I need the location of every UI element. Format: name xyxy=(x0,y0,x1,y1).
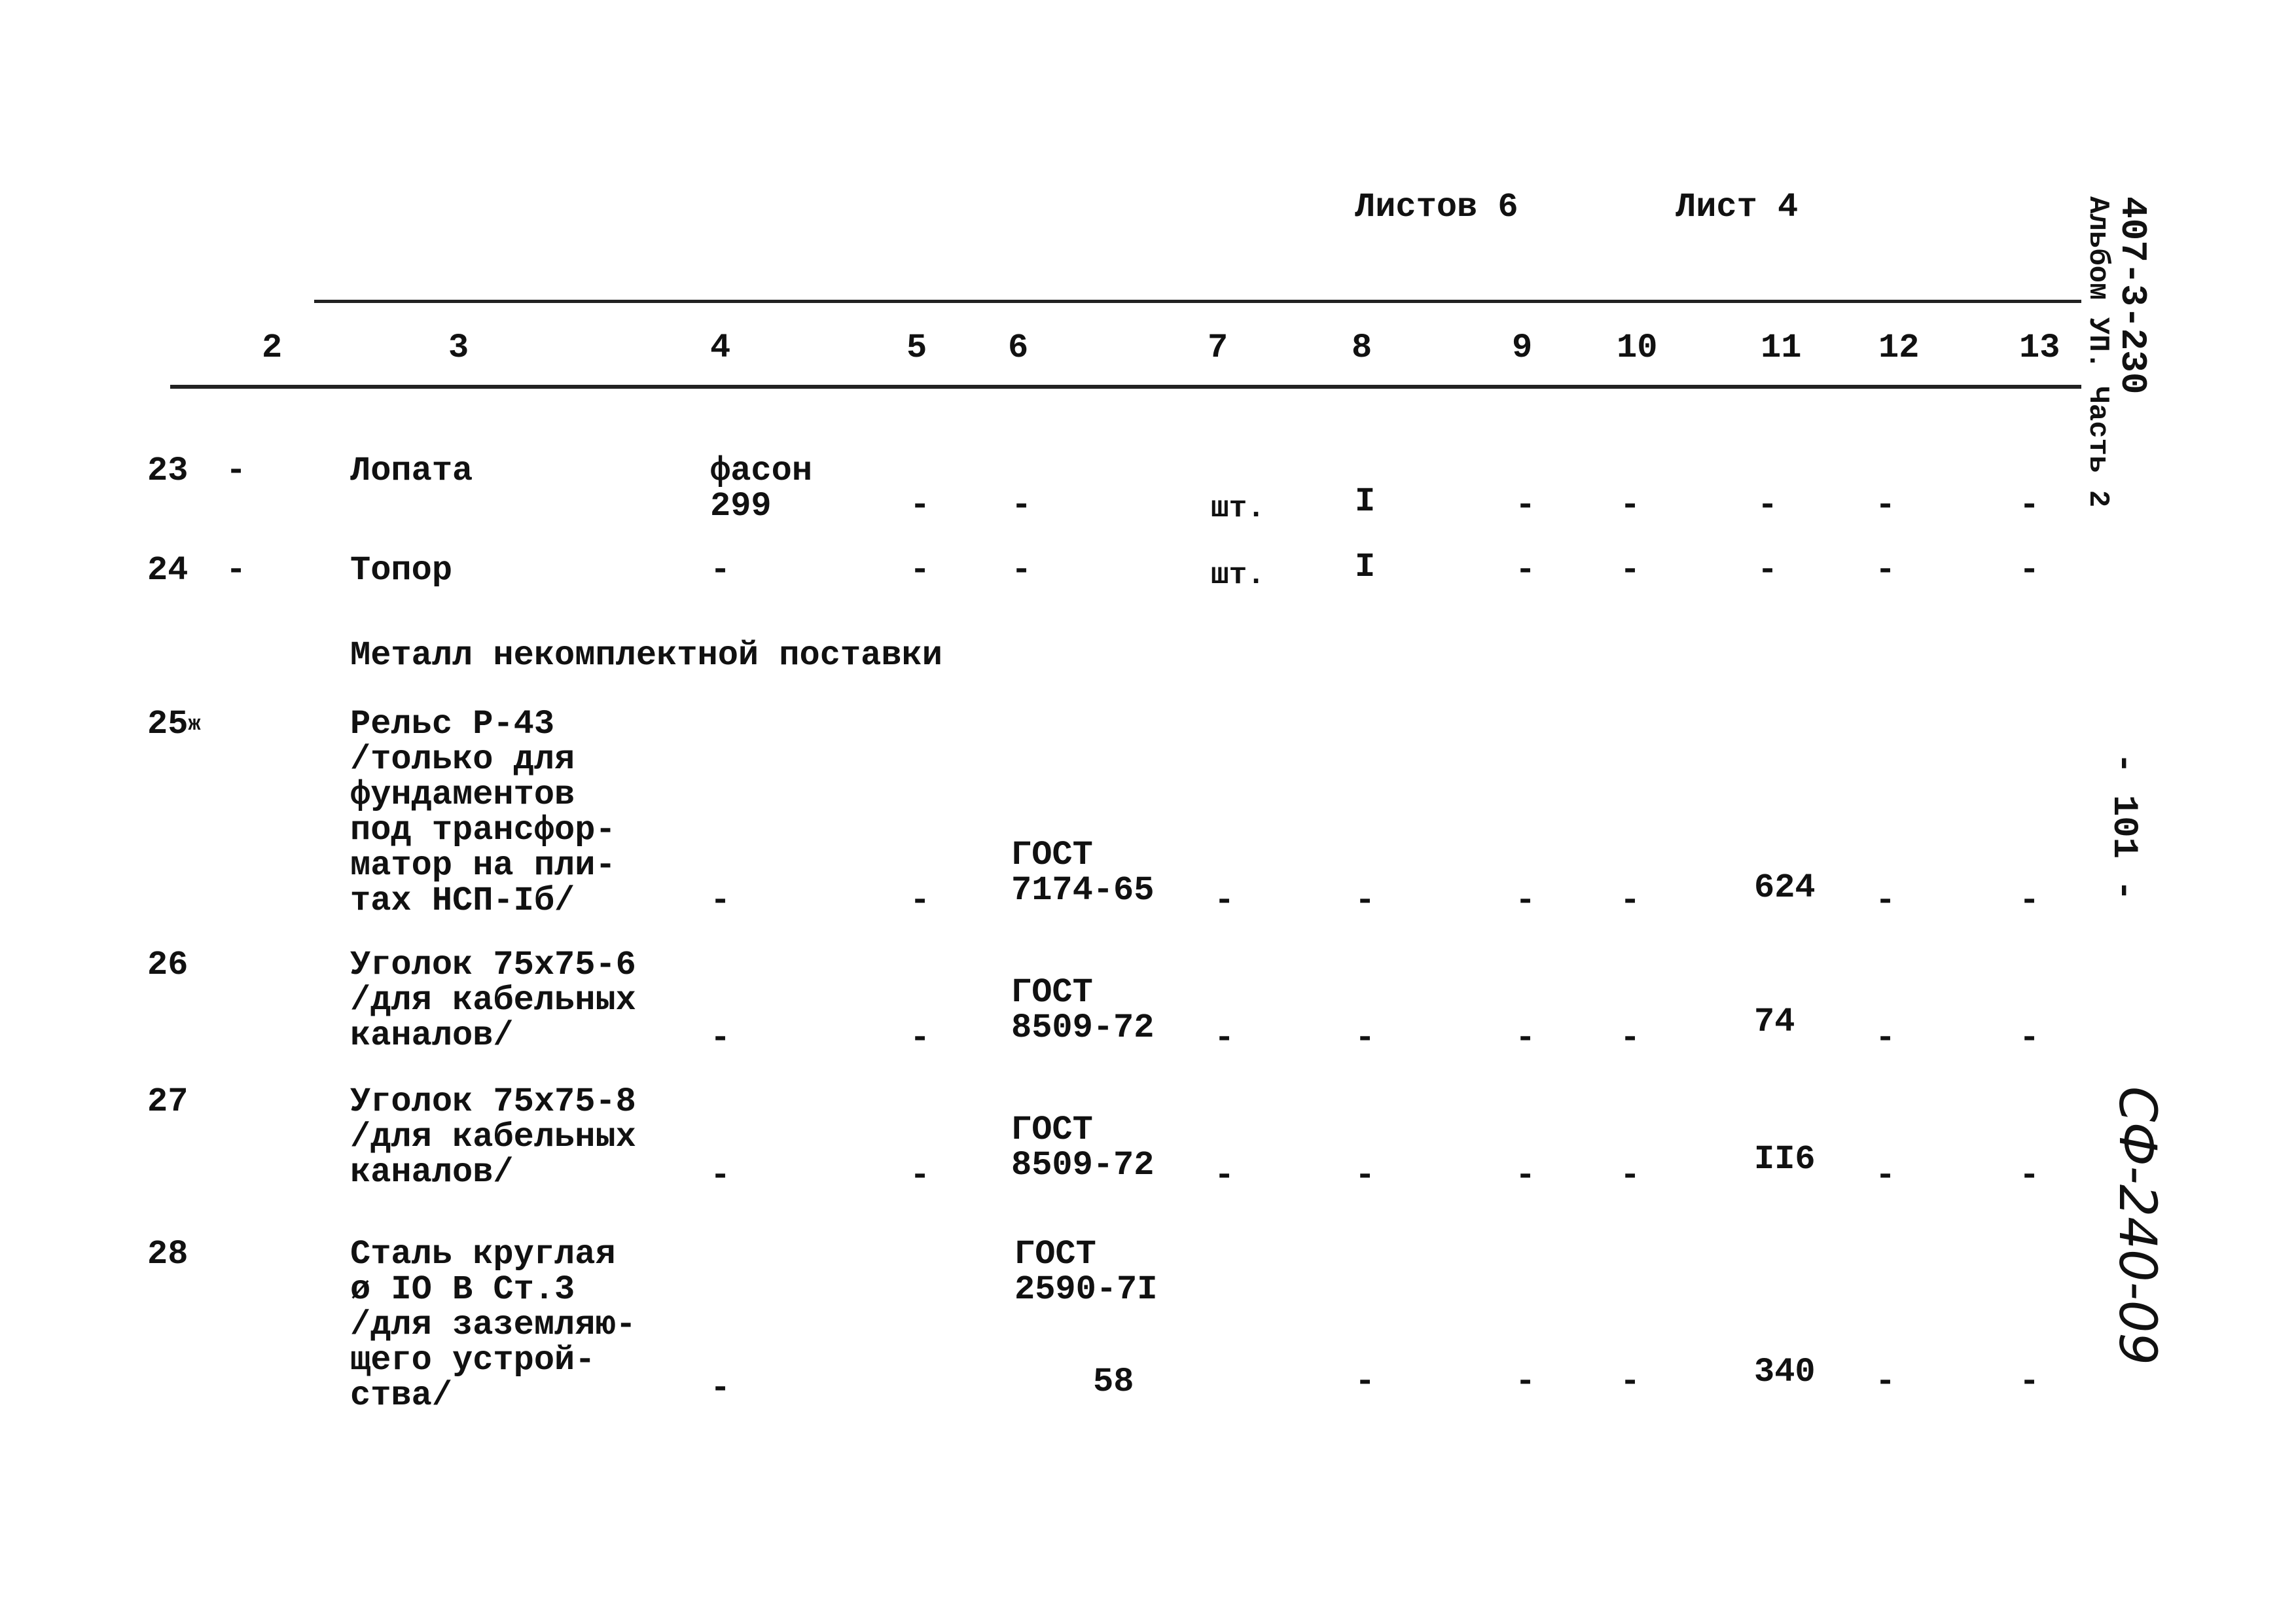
column-header: 2 xyxy=(262,329,283,367)
cell-col13: - xyxy=(2019,551,2040,590)
cell-col10: - xyxy=(1620,1156,1641,1195)
cell-col10: - xyxy=(1620,882,1641,920)
cell-col10: - xyxy=(1620,1019,1641,1058)
album-part: Альбом УП. Часть 2 xyxy=(2081,196,2114,508)
item-name: Лопата xyxy=(350,452,473,490)
cell-mass: 340 xyxy=(1754,1353,1816,1391)
cell-col6: - xyxy=(1011,551,1032,590)
cell-col2: - xyxy=(226,551,247,590)
cell-col7: - xyxy=(1214,1156,1235,1195)
cell-col5: - xyxy=(910,882,931,920)
cell-col2: - xyxy=(226,452,247,490)
cell-col9: - xyxy=(1515,1156,1536,1195)
cell-col5: - xyxy=(910,486,931,525)
header-bottom-rule xyxy=(170,385,2081,389)
cell-col4: - xyxy=(710,882,731,920)
section-title: Металл некомплектной поставки xyxy=(350,636,942,675)
item-name: Топор xyxy=(350,551,453,590)
item-name: Рельс Р-43 /только для фундаментов под трансфор- матор на пли- тах НСП-Iб/ xyxy=(350,705,616,920)
item-name: Сталь круглая ø IO В Ст.3 /для заземляю- щего устрой- ства/ xyxy=(350,1235,636,1415)
cell-col13: - xyxy=(2019,1019,2040,1058)
cell-col13: - xyxy=(2019,1363,2040,1401)
cell-col10: - xyxy=(1620,486,1641,525)
cell-col8: - xyxy=(1355,882,1376,920)
cell-mass: 74 xyxy=(1754,1003,1795,1041)
cell-col4: - xyxy=(710,1369,731,1408)
cell-col4: - xyxy=(710,1019,731,1058)
cell-col12: - xyxy=(1875,882,1896,920)
album-number: 407-3-230 xyxy=(2111,196,2153,395)
row-number: $25^ж$ xyxy=(147,705,201,743)
cell-col5: - xyxy=(910,1156,931,1195)
row-number: 28 xyxy=(147,1235,188,1274)
cell-col9: - xyxy=(1515,551,1536,590)
cell-mass: 624 xyxy=(1754,868,1816,907)
column-header: 7 xyxy=(1208,329,1229,367)
cell-col8: - xyxy=(1355,1156,1376,1195)
cell-col7: - xyxy=(1214,882,1235,920)
cell-col13: - xyxy=(2019,1156,2040,1195)
column-header: 9 xyxy=(1512,329,1533,367)
cell-col5: - xyxy=(910,1019,931,1058)
cell-col5: - xyxy=(910,551,931,590)
cell-col12: - xyxy=(1875,1019,1896,1058)
cell-col4: фасон 299 xyxy=(710,452,813,526)
column-header: 4 xyxy=(710,329,731,367)
cell-col4: - xyxy=(710,551,731,590)
cell-col11: - xyxy=(1757,486,1778,525)
cell-col6: - xyxy=(1011,486,1032,525)
sheets-count: Листов 6 xyxy=(1355,188,1518,226)
handwritten-code: СФ-240-09 xyxy=(2108,1086,2166,1366)
cell-standard: ГОСТ 8509-72 xyxy=(1011,1111,1155,1185)
column-header: 13 xyxy=(2019,329,2060,367)
cell-col9: - xyxy=(1515,1019,1536,1058)
cell-col10: - xyxy=(1620,1363,1641,1401)
cell-col6-extra: 58 xyxy=(1093,1363,1134,1401)
cell-unit: шт. xyxy=(1211,558,1265,592)
cell-col8: - xyxy=(1355,1363,1376,1401)
cell-col8: - xyxy=(1355,1019,1376,1058)
column-header: 6 xyxy=(1008,329,1029,367)
row-footnote-mark: ж xyxy=(188,712,201,736)
cell-quantity: I xyxy=(1355,482,1376,521)
row-number: 26 xyxy=(147,946,188,984)
cell-col4: - xyxy=(710,1156,731,1195)
column-header: 10 xyxy=(1617,329,1658,367)
cell-col9: - xyxy=(1515,882,1536,920)
page-number: - 101 - xyxy=(2104,753,2144,901)
cell-mass: II6 xyxy=(1754,1140,1816,1179)
cell-col13: - xyxy=(2019,882,2040,920)
item-name: Уголок 75х75-6 /для кабельных каналов/ xyxy=(350,946,636,1055)
cell-col9: - xyxy=(1515,1363,1536,1401)
cell-unit: шт. xyxy=(1211,491,1265,526)
cell-col7: - xyxy=(1214,1019,1235,1058)
row-number: 24 xyxy=(147,551,188,590)
cell-col13: - xyxy=(2019,486,2040,525)
cell-col11: - xyxy=(1757,551,1778,590)
column-header: 3 xyxy=(448,329,469,367)
cell-standard: ГОСТ 2590-7I xyxy=(1014,1235,1158,1309)
cell-col10: - xyxy=(1620,551,1641,590)
column-header: 5 xyxy=(906,329,927,367)
cell-col12: - xyxy=(1875,551,1896,590)
sheet-number: Лист 4 xyxy=(1676,188,1799,226)
cell-quantity: I xyxy=(1355,548,1376,586)
column-header: 12 xyxy=(1878,329,1920,367)
cell-col12: - xyxy=(1875,486,1896,525)
row-number: 27 xyxy=(147,1082,188,1121)
cell-col12: - xyxy=(1875,1363,1896,1401)
cell-col12: - xyxy=(1875,1156,1896,1195)
item-name: Уголок 75х75-8 /для кабельных каналов/ xyxy=(350,1082,636,1192)
column-header: 11 xyxy=(1761,329,1802,367)
row-number: 23 xyxy=(147,452,188,490)
cell-standard: ГОСТ 7174-65 xyxy=(1011,836,1155,910)
cell-standard: ГОСТ 8509-72 xyxy=(1011,973,1155,1047)
table-top-rule xyxy=(314,300,2081,303)
column-header: 8 xyxy=(1352,329,1372,367)
cell-col9: - xyxy=(1515,486,1536,525)
